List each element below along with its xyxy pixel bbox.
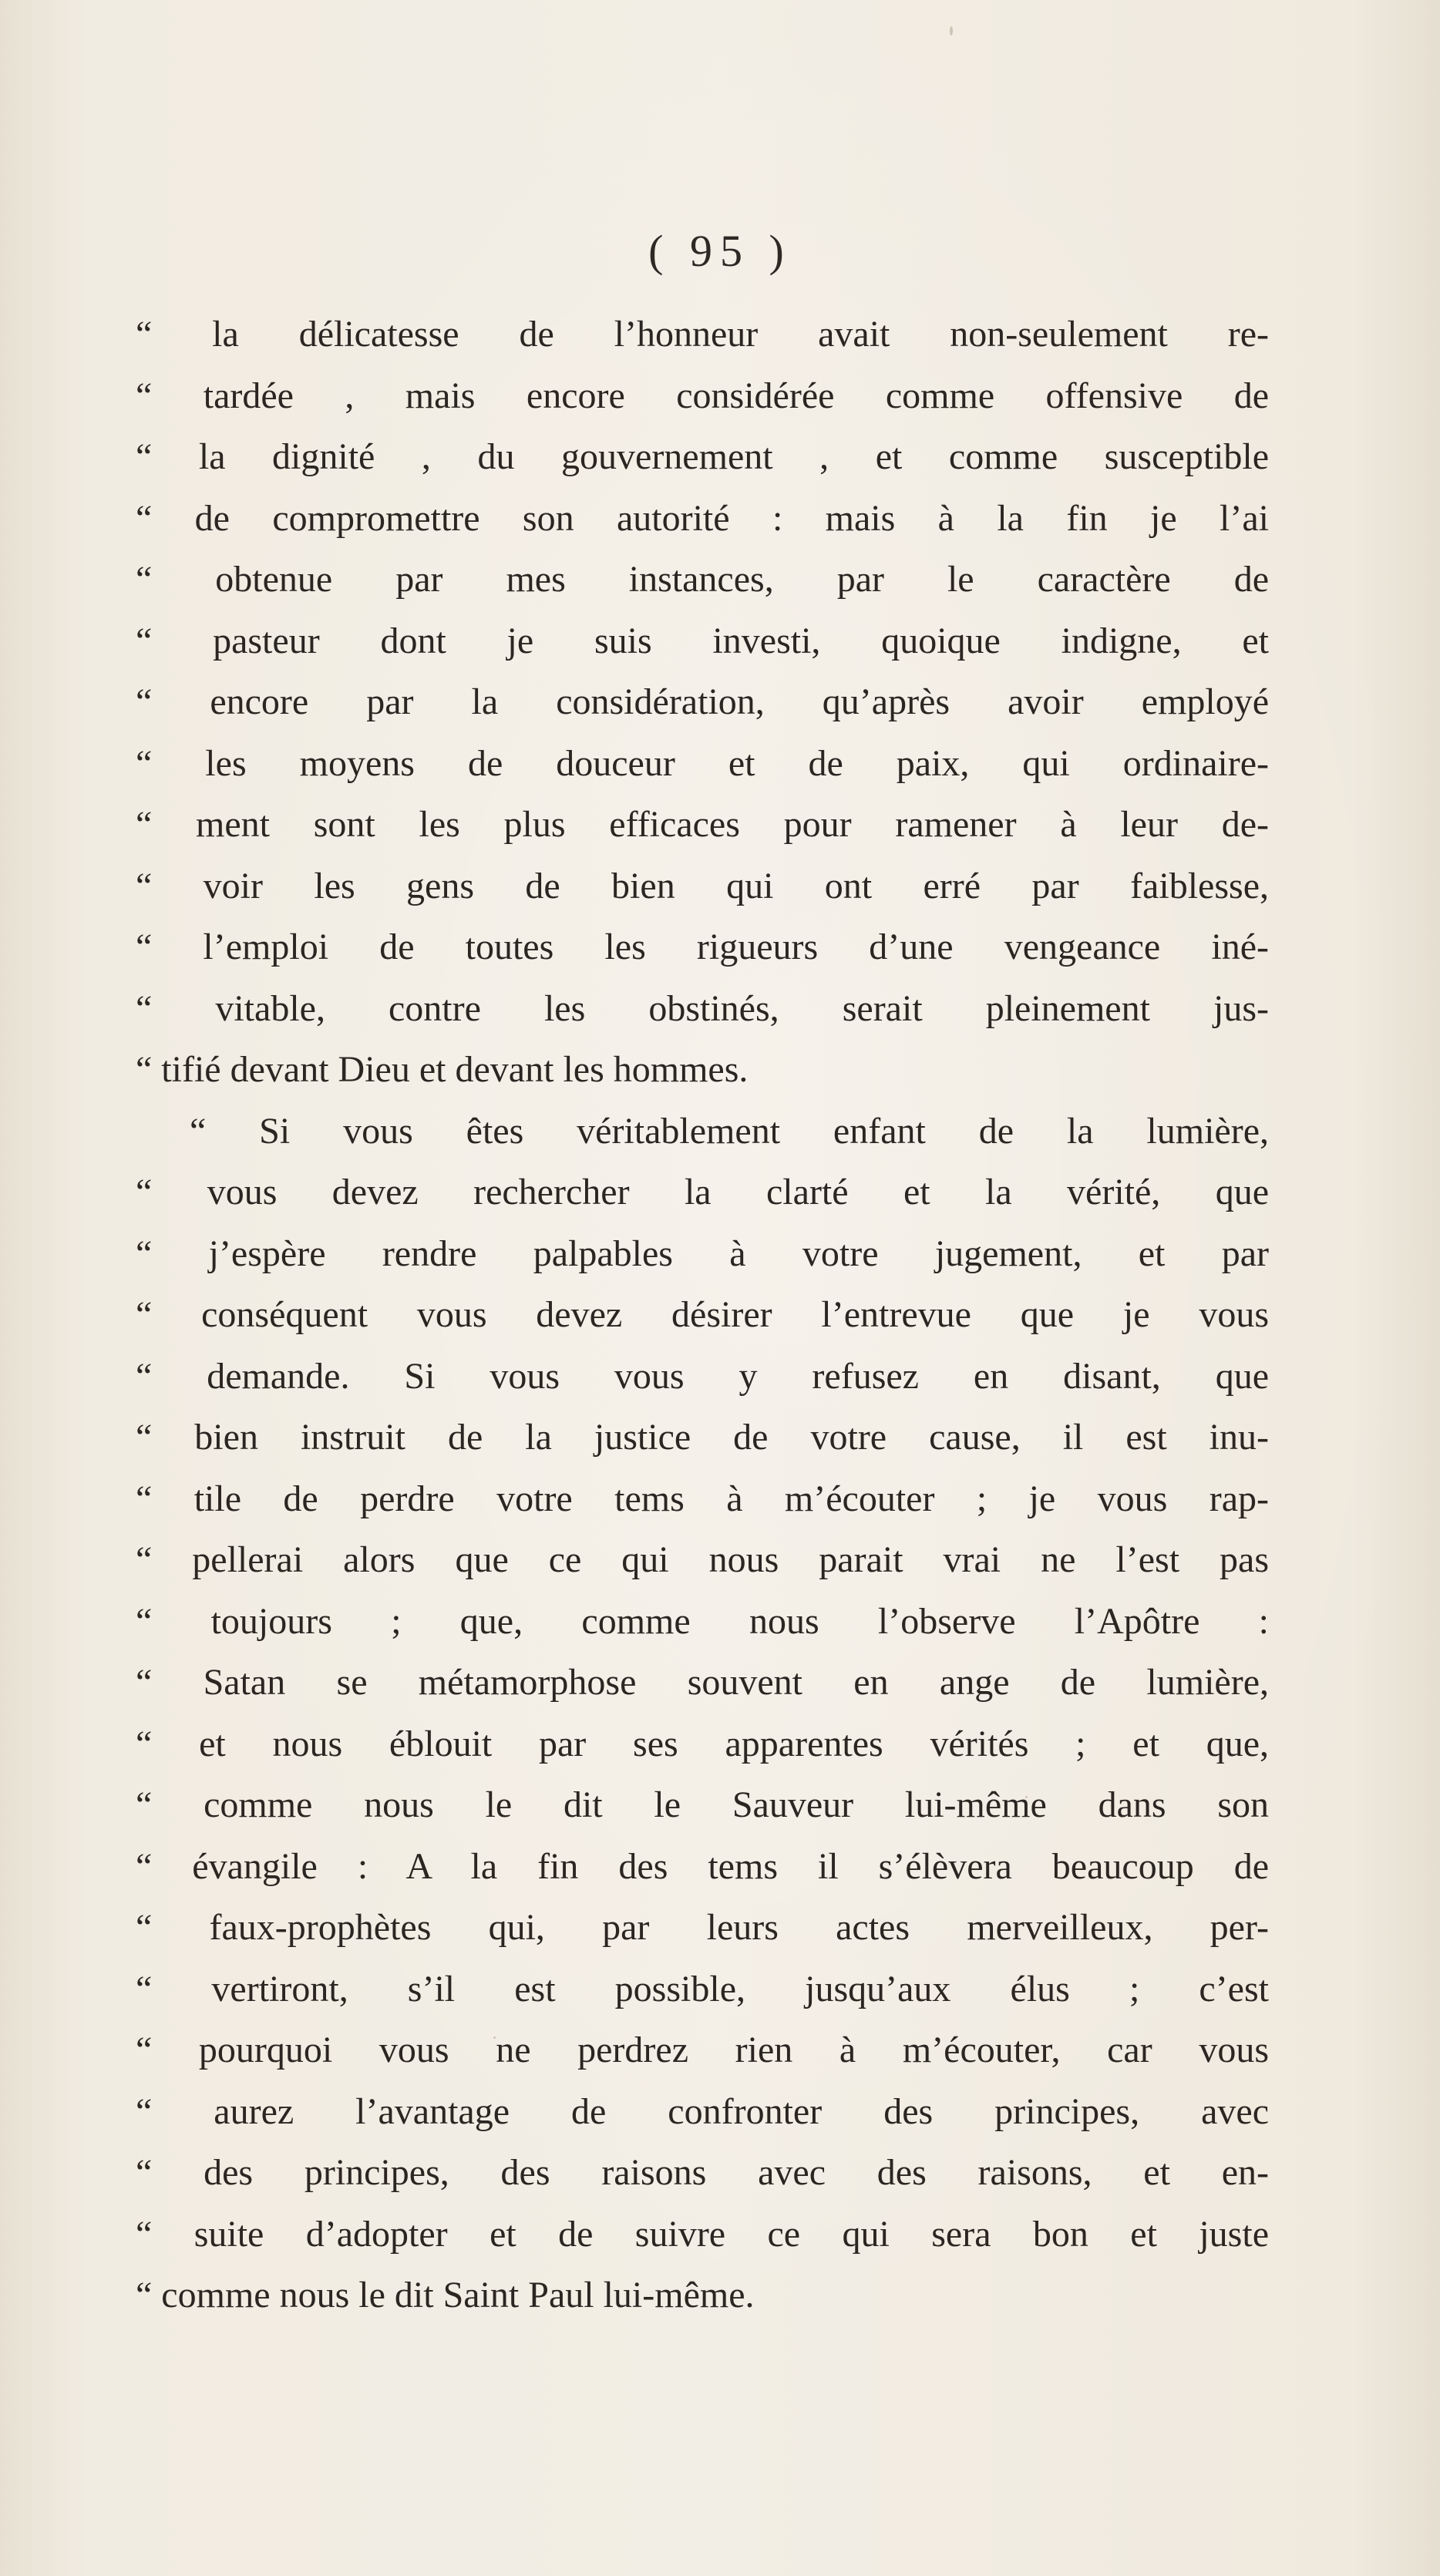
text-line: “ toujours ; que, comme nous l’observe l’Apôtre : [136, 1600, 1269, 1642]
text-line: “ voir les gens de bien qui ont erré par faiblesse, [136, 865, 1269, 906]
text-line: “ conséquent vous devez désirer l’entrevue que je vous [136, 1294, 1269, 1335]
text-line: “ bien instruit de la justice de votre cause, il est inu- [136, 1417, 1269, 1458]
paper-speck [950, 26, 953, 35]
text-line: “ suite d’adopter et de suivre ce qui sera bon et juste [136, 2213, 1269, 2255]
paragraph-end-line: “ comme nous le dit Saint Paul lui-même. [136, 2275, 755, 2315]
text-line: “ la dignité , du gouvernement , et comme susceptible [136, 436, 1269, 477]
text-line: “ pasteur dont je suis investi, quoique indigne, et [136, 620, 1269, 661]
page-number: ( 95 ) [648, 226, 792, 276]
text-line: “ l’emploi de toutes les rigueurs d’une vengeance iné- [136, 926, 1269, 967]
text-line: “ ment sont les plus efficaces pour ramener à leur de- [136, 804, 1269, 845]
paragraph-end-line: “ tifié devant Dieu et devant les hommes. [136, 1049, 749, 1090]
text-line: “ faux-prophètes qui, par leurs actes merveilleux, per- [136, 1907, 1269, 1948]
text-line: “ vous devez rechercher la clarté et la vérité, que [136, 1172, 1269, 1212]
text-line: “ les moyens de douceur et de paix, qui ordinaire- [136, 742, 1269, 784]
text-line: “ aurez l’avantage de confronter des principes, avec [136, 2090, 1269, 2132]
text-line: “ des principes, des raisons avec des raisons, et en- [136, 2152, 1269, 2193]
text-line: “ de compromettre son autorité : mais à la fin je l’ai [136, 497, 1269, 539]
text-line: “ et nous éblouit par ses apparentes vérités ; et que, [136, 1723, 1269, 1764]
text-line: “ vitable, contre les obstinés, serait pleinement jus- [136, 987, 1269, 1029]
text-line: “ obtenue par mes instances, par le caractère de [136, 559, 1269, 600]
text-line: “ la délicatesse de l’honneur avait non-seulement re- [136, 314, 1269, 355]
text-line: “ pellerai alors que ce qui nous parait vrai ne l’est pas [136, 1539, 1269, 1580]
text-line: “ Satan se métamorphose souvent en ange de lumière, [136, 1662, 1269, 1703]
text-line: “ pourquoi vous ne perdrez rien à m’écouter, car vous [136, 2030, 1269, 2070]
text-line: “ évangile : A la fin des tems il s’élèvera beaucoup de [136, 1845, 1269, 1887]
body-text [136, 304, 1269, 2326]
text-line: “ vertiront, s’il est possible, jusqu’aux élus ; c’est [136, 1968, 1269, 2009]
text-line: “ tile de perdre votre tems à m’écouter ; je vous rap- [136, 1478, 1269, 1519]
text-line: “ tardée , mais encore considérée comme offensive de [136, 375, 1269, 416]
text-line: “ encore par la considération, qu’après avoir employé [136, 681, 1269, 722]
text-line: “ comme nous le dit le Sauveur lui-même dans son [136, 1784, 1269, 1825]
text-line: “ demande. Si vous vous y refusez en disant, que [136, 1355, 1269, 1397]
paragraph-start-line: “ Si vous êtes véritablement enfant de la lumière, [190, 1110, 1269, 1152]
text-line: “ j’espère rendre palpables à votre jugement, et par [136, 1233, 1269, 1274]
